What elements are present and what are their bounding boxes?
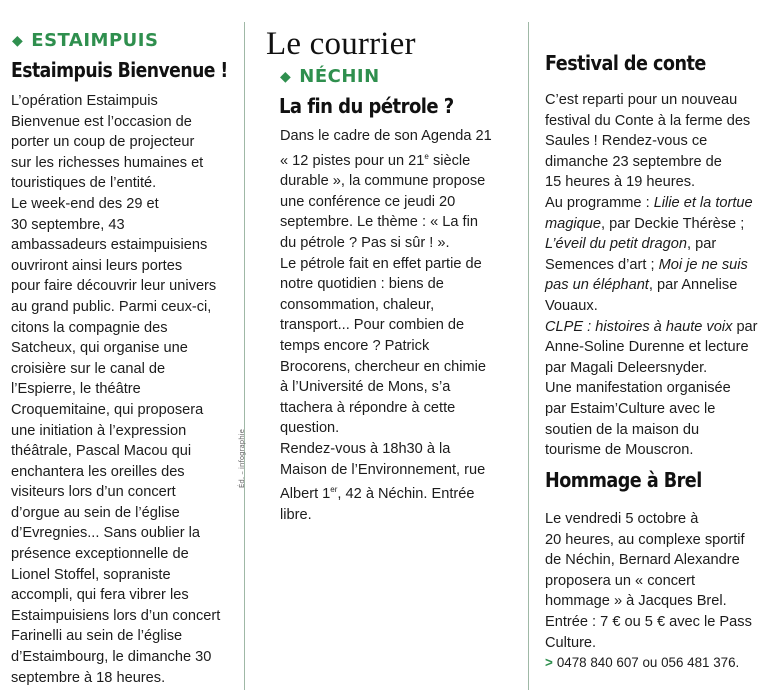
article-body-petrole [280,126,492,525]
text-line: Albert 1er, 42 à Néchin. Entrée [280,485,475,503]
section-kicker-estaimpuis [12,30,158,51]
text-line: CLPE : histoires à haute voix par [545,318,758,335]
text-line: Une manifestation organisée [545,380,731,397]
text-line: pour faire découvrir leur univers [11,278,217,295]
text-line: d’orgue au sein de l’église [11,504,180,521]
text-line: sur les richesses humaines et [11,154,204,171]
article-body-brel [545,509,752,674]
text-line: Entrée : 7 € ou 5 € avec le Pass [545,613,752,630]
text-line: par Estaim’Culture avec le [545,400,716,417]
text-line: septembre. Le thème : « La fin [280,214,478,231]
text-line: au grand public. Parmi ceux-ci, [11,298,212,315]
text-line: Lionel Stoffel, sopraniste [11,566,171,583]
text-line: visiteurs lors d’un concert [11,484,176,501]
text-line: accompli, qui fera vibrer les [11,587,189,604]
text-line: Culture. [545,634,597,651]
headline-brel: Hommage à Brel [545,468,702,492]
text-line: Maison de l’Environnement, rue [280,461,486,478]
arrow-icon: > [545,655,553,671]
text-line: Farinelli au sein de l’église [11,628,183,645]
text-line: d’Estaimbourg, le dimanche 30 [11,649,212,666]
text-line: une initiation à l’expression [11,422,187,439]
text-line: C’est reparti pour un nouveau [545,92,738,108]
diamond-icon: ◆ [280,69,292,85]
text-line: proposera un « concert [545,572,696,589]
text-line: « 12 pistes pour un 21e siècle [280,151,471,169]
text-line: 20 heures, au complexe sportif [545,531,745,548]
headline-festival: Festival de conte [545,51,706,75]
text-line: transport... Pour combien de [280,317,465,334]
text-line: une conférence ce jeudi 20 [280,193,456,210]
text-line: Le week-end des 29 et [11,195,159,212]
column-divider-right [528,22,529,690]
text-line: libre. [280,506,312,523]
text-line: Semences d’art ; Moi je ne suis [545,256,748,273]
text-line: tourisme de Mouscron. [545,442,694,459]
text-line: hommage » à Jacques Brel. [545,593,727,610]
text-line: croisière sur le canal de [11,360,166,377]
text-line: Rendez-vous à 18h30 à la [280,440,451,457]
text-line: à l’Université de Mons, s’a [280,379,451,396]
text-line: festival du Conte à la ferme des [545,112,751,129]
text-line: Le pétrole fait en effet partie de [280,255,482,272]
text-line: d’Evregnies... Sans oublier la [11,525,201,542]
text-line: Le vendredi 5 octobre à [545,511,699,527]
column-divider-left [244,22,245,690]
text-line: Satcheux, qui organise une [11,340,188,357]
text-line: pas un éléphant, par Annelise [545,277,738,294]
text-line: notre quotidien : biens de [280,276,444,293]
text-line: consommation, chaleur, [280,296,435,313]
text-line: de Néchin, Bernard Alexandre [545,552,740,569]
kicker-label: ESTAIMPUIS [31,30,159,51]
headline-petrole: La fin du pétrole ? [279,94,454,118]
text-line: par Magali Deleersnyder. [545,359,708,376]
kicker-label: NÉCHIN [299,66,380,87]
text-line: L’éveil du petit dragon, par [545,236,717,253]
text-line: ambassadeurs estaimpuisiens [11,237,208,254]
text-line: Bienvenue est l’occasion de [11,113,192,130]
article-body-festival [545,90,758,461]
text-line: 15 heures à 19 heures. [545,174,696,191]
text-line: porter un coup de projecteur [11,134,195,151]
photo-credit: Éd. – infographie [238,429,246,488]
text-line: septembre à 18 heures. [11,669,166,686]
article-body-estaimpuis [11,91,220,688]
text-line: Croquemitaine, qui proposera [11,401,204,418]
text-line: Anne-Soline Durenne et lecture [545,339,749,356]
text-line: ttachera à répondre à cette [280,399,456,416]
headline-estaimpuis: Estaimpuis Bienvenue ! [11,58,228,82]
text-line: théâtrale, Pascal Macou qui [11,443,192,460]
text-line: Saules ! Rendez-vous ce [545,133,708,150]
text-line: l’Espierre, le théâtre [11,381,141,398]
text-line: L’opération Estaimpuis [11,93,158,109]
text-line: enchantera les oreilles des [11,463,185,480]
contact-line [545,653,752,674]
text-line: question. [280,420,340,437]
text-line: Brocorens, chercheur en chimie [280,358,487,375]
text-line: Vouaux. [545,297,598,314]
phone-numbers: 0478 840 607 ou 056 481 376. [556,655,740,671]
text-line: touristiques de l’entité. [11,175,157,192]
text-line: du pétrole ? Pas si sûr ! ». [280,234,450,251]
text-line: soutien de la maison du [545,421,700,438]
text-line: citons la compagnie des [11,319,168,336]
text-line: dimanche 23 septembre de [545,153,722,170]
text-line: magique, par Deckie Thérèse ; [545,215,745,232]
text-line: durable », la commune propose [280,173,486,190]
diamond-icon: ◆ [12,33,24,49]
text-line: temps encore ? Patrick [280,337,430,354]
text-line: Dans le cadre de son Agenda 21 [280,128,492,144]
text-line: présence exceptionnelle de [11,546,189,563]
text-line: 30 septembre, 43 [11,216,125,233]
masthead-title: Le courrier [266,26,416,62]
text-line: Estaimpuisiens lors d’un concert [11,607,221,624]
text-line: ouvriront ainsi leurs portes [11,257,183,274]
text-line: Au programme : Lilie et la tortue [545,194,753,211]
section-kicker-nechin [280,66,380,87]
